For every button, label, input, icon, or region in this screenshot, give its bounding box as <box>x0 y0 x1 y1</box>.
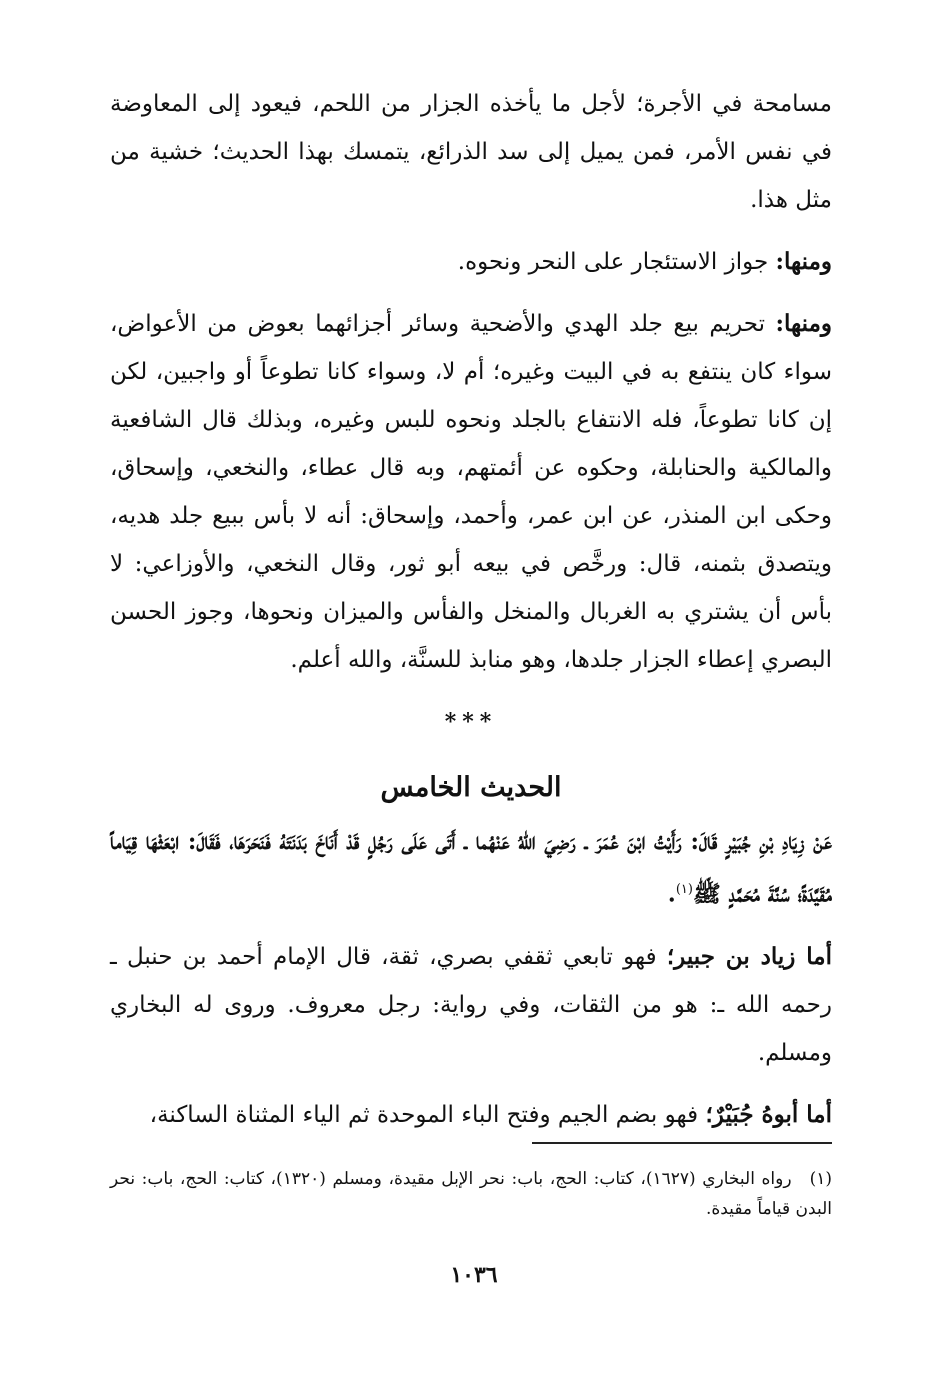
paragraph-1-text: مسامحة في الأجرة؛ لأجل ما يأخذه الجزار من اللحم، فيعود إلى المعاوضة في نفس الأمر، فمن يميل إلى سد الذرائع، يتمسك بهذا الحديث؛ خشية من مثل هذا. <box>110 91 832 213</box>
paragraph-3-text: تحريم بيع جلد الهدي والأضحية وسائر أجزائهما بعوض من الأعواض، سواء كان ينتفع به في البيت وغيره؛ أم لا، وسواء كانا تطوعاً أو واجبين، لكن إن كانا تطوعاً، فله الانتفاع بالجلد ونحوه للبس وغيره، وبذلك قال الشافعية والمالكية والحنابلة، وحكوه عن أئمتهم، وبه قال عطاء، والنخعي، وإسحاق، وحكى ابن المنذر، عن ابن عمر، وأحمد، وإسحاق: أنه لا بأس ببيع جلد هديه، ويتصدق بثمنه، قال: ورخَّص في بيعه أبو ثور، وقال النخعي، والأوزاعي: لا بأس أن يشتري به الغربال والمنخل والفأس والميزان ونحوها، وجوز الحسن البصري إعطاء الجزار جلدها، وهو منابذ للسنَّة، والله أعلم. <box>110 311 832 673</box>
main-text <box>110 80 832 1153</box>
hadith-end: . <box>667 880 676 908</box>
footnote-mark: (١) <box>809 1169 832 1189</box>
paragraph-5-lead: أما أبوهُ جُبَيْرٌ؛ <box>705 1100 832 1128</box>
paragraph-1 <box>110 80 832 224</box>
paragraph-5 <box>110 1091 832 1139</box>
footnote-divider <box>532 1142 832 1144</box>
footnote-text: رواه البخاري (١٦٢٧)، كتاب: الحج، باب: نحر الإبل مقيدة، ومسلم (١٣٢٠)، كتاب: الحج، باب: نحر البدن قياماً مقيدة. <box>110 1169 832 1219</box>
footnote-reference: (١) <box>675 882 693 897</box>
hadith-text <box>110 818 832 919</box>
paragraph-2-lead: ومنها: <box>775 248 832 275</box>
hadith-body: عَنْ زِيَادِ بْنِ جُبَيْرٍ قَالَ: رَأَيْتُ ابْنَ عُمَرَ ـ رَضِيَ اللهُ عَنْهُما ـ أَتَى عَلَى رَجُلٍ قَدْ أَنَاخَ بَدَنَتَهُ فَنَحَرَهَا، فَقَالَ: ابْعَثْهَا قِيَاماً مُقَيَّدَةً؛ سُنَّةَ مُحَمَّدٍ ﷺ <box>110 828 832 908</box>
paragraph-4-text: فهو تابعي ثقفي بصري، ثقة، قال الإمام أحمد بن حنبل ـ رحمه الله ـ: هو من الثقات، وفي رواية: رجل معروف. وروى له البخاري ومسلم. <box>110 943 832 1066</box>
paragraph-2-text: جواز الاستئجار على النحر ونحوه. <box>457 249 776 275</box>
paragraph-4 <box>110 933 832 1077</box>
section-separator: *** <box>444 709 498 735</box>
paragraph-3 <box>110 300 832 684</box>
paragraph-4-lead: أما زياد بن جبير؛ <box>666 942 832 970</box>
section-heading: الحديث الخامس <box>380 772 562 803</box>
paragraph-3-lead: ومنها: <box>775 310 832 337</box>
footnote <box>110 1164 832 1224</box>
paragraph-5-text: فهو بضم الجيم وفتح الباء الموحدة ثم الياء المثناة الساكنة، <box>149 1101 706 1128</box>
paragraph-2 <box>110 238 832 286</box>
page-number: ١٠٣٦ <box>450 1262 498 1288</box>
